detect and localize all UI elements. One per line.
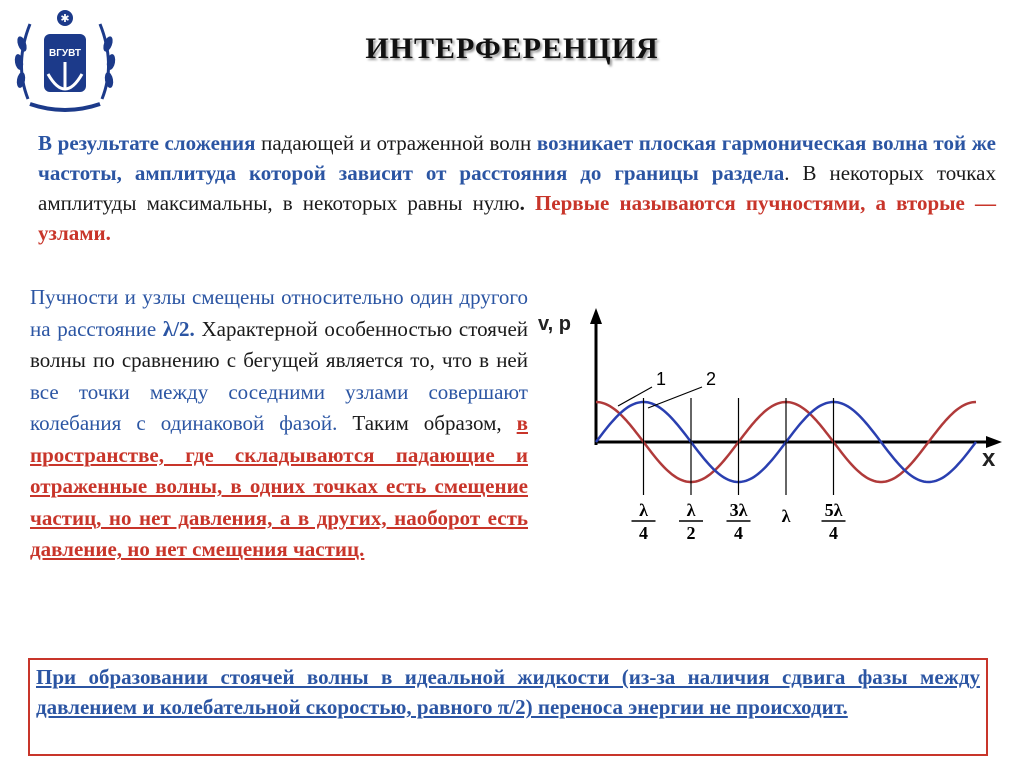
page-title: ИНТЕРФЕРЕНЦИЯ bbox=[365, 32, 659, 65]
intro-part-2: падающей и отраженной волн bbox=[255, 131, 537, 155]
logo-text: ВГУВТ bbox=[48, 48, 82, 59]
tick-label-numerator: λ bbox=[686, 500, 696, 520]
tick-label-numerator: 3λ bbox=[729, 500, 748, 520]
tick-label-denominator: 4 bbox=[829, 523, 838, 543]
tick-label-numerator: λ bbox=[781, 506, 791, 526]
tick-label-denominator: 4 bbox=[734, 523, 743, 543]
intro-part-6: Первые называются пучностями, а вторые — узлами. bbox=[38, 191, 997, 245]
left-part-2: λ/2. bbox=[162, 316, 195, 341]
standing-wave-chart bbox=[536, 290, 1024, 550]
y-axis-label: v, p bbox=[538, 313, 571, 335]
series-2-label: 2 bbox=[706, 369, 717, 389]
series-2-leader bbox=[648, 387, 702, 408]
intro-paragraph bbox=[38, 128, 996, 248]
intro-part-5: . bbox=[519, 191, 525, 215]
y-axis-arrow bbox=[590, 308, 602, 324]
left-part-1: Пучности и узлы смещены относительно один другого на расстояние bbox=[30, 285, 528, 341]
left-part-5: Таким образом, bbox=[337, 411, 517, 435]
left-part-3: Характерной особенностью стоячей волны по сравнению с бегущей является то, что в ней bbox=[30, 316, 528, 372]
tick-label-denominator: 2 bbox=[686, 523, 696, 543]
tick-label-numerator: 5λ bbox=[824, 500, 843, 520]
intro-part-1: В результате сложения bbox=[38, 131, 256, 155]
svg-text:✱: ✱ bbox=[60, 12, 70, 25]
left-part-4: все точки между соседними узлами совершают колебания с одинаковой фазой. bbox=[30, 379, 528, 435]
conclusion-box bbox=[28, 658, 988, 756]
intro-part-4: . В некоторых точках амплитуды максимальны, в некоторых равны нулю bbox=[38, 161, 996, 215]
tick-label-denominator: 4 bbox=[639, 523, 648, 543]
conclusion-text: При образовании стоячей волны в идеальной жидкости (из-за наличия сдвига фазы между давлением и колебательной скоростью, равного π/2) переноса энергии не происходит. bbox=[36, 665, 980, 719]
left-explanation bbox=[30, 282, 528, 566]
series-1-label: 1 bbox=[656, 369, 667, 389]
intro-part-3: возникает плоская гармоническая волна той же частоты, амплитуда которой зависит от расстояния до границы раздела bbox=[38, 131, 996, 185]
left-part-6: в пространстве, где складываются падающие и отраженные волны, в одних точках есть смещение частиц, но нет давления, а в других, наоборот есть давление, но нет смещения частиц. bbox=[30, 411, 528, 561]
tick-label-numerator: λ bbox=[639, 500, 648, 520]
x-axis-label: x bbox=[982, 445, 996, 472]
